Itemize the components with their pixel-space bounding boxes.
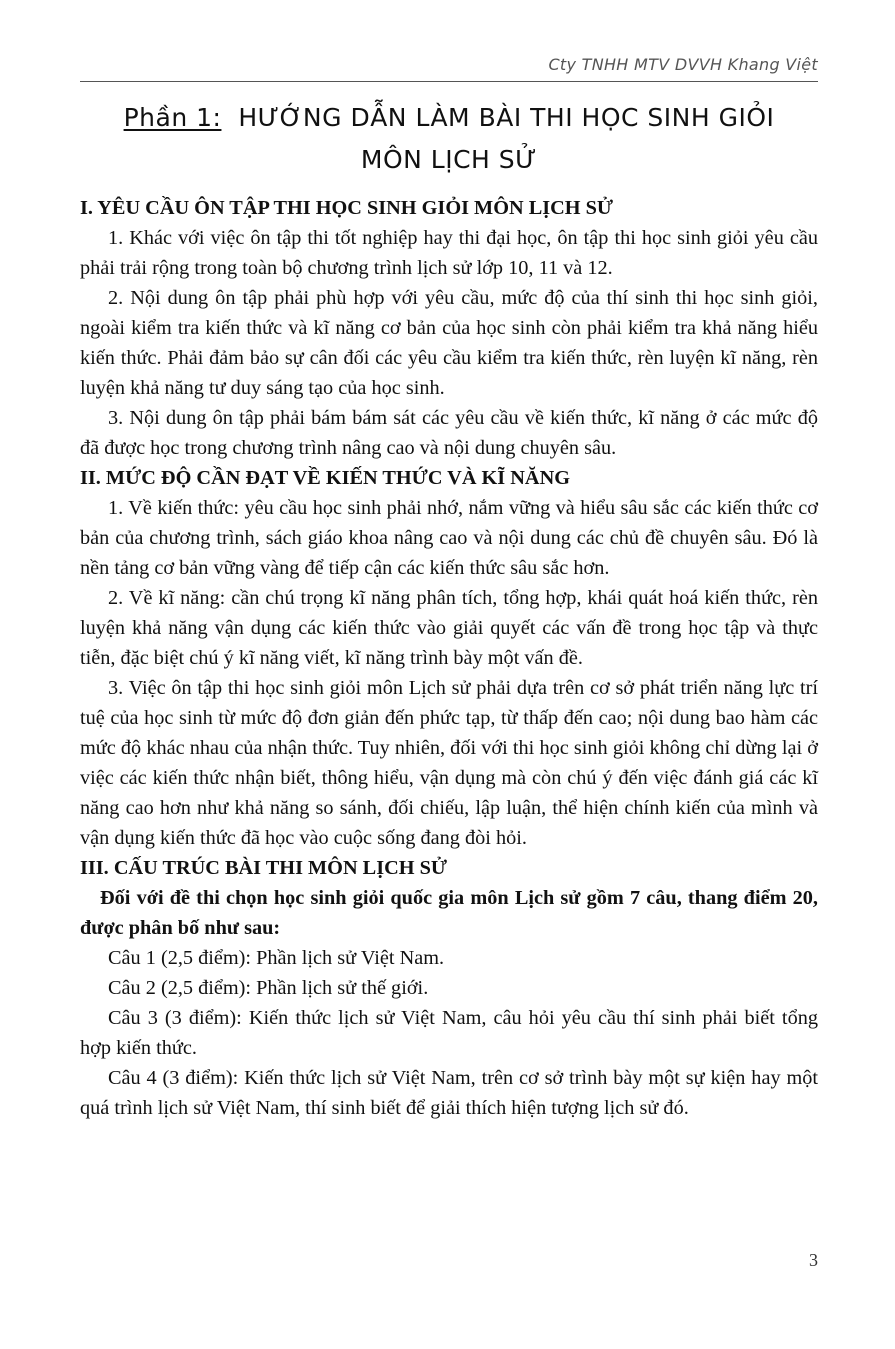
question-item: Câu 3 (3 điểm): Kiến thức lịch sử Việt Nam, câu hỏi yêu cầu thí sinh phải biết tổng hợp kiến thức.	[80, 1007, 818, 1059]
chapter-part-label: Phần 1:	[123, 103, 222, 132]
chapter-title-line-1	[80, 97, 818, 139]
running-header: Cty TNHH MTV DVVH Khang Việt	[548, 55, 818, 74]
section-heading-1: I. YÊU CẦU ÔN TẬP THI HỌC SINH GIỎI MÔN LỊCH SỬ	[80, 197, 614, 219]
paragraph: 1. Khác với việc ôn tập thi tốt nghiệp hay thi đại học, ôn tập thi học sinh giỏi yêu cầu phải trải rộng trong toàn bộ chương trình lịch sử lớp 10, 11 và 12.	[80, 227, 818, 279]
question-item: Câu 1 (2,5 điểm): Phần lịch sử Việt Nam.	[108, 947, 445, 969]
question-item: Câu 4 (3 điểm): Kiến thức lịch sử Việt Nam, trên cơ sở trình bày một sự kiện hay một quá trình lịch sử Việt Nam, thí sinh biết để giải thích hiện tượng lịch sử đó.	[80, 1067, 818, 1119]
paragraph: 1. Về kiến thức: yêu cầu học sinh phải nhớ, nắm vững và hiểu sâu sắc các kiến thức cơ bản của chương trình, sách giáo khoa nâng cao và nội dung các chủ đề chuyên sâu. Đó là nền tảng cơ bản vững vàng để tiếp cận các kiến thức sâu sắc hơn.	[80, 497, 818, 579]
question-item: Câu 2 (2,5 điểm): Phần lịch sử thế giới.	[108, 977, 429, 999]
page-body	[80, 193, 818, 1123]
paragraph: 2. Nội dung ôn tập phải phù hợp với yêu cầu, mức độ của thí sinh thi học sinh giỏi, ngoài kiểm tra kiến thức và kĩ năng cơ bản của học sinh còn phải kiểm tra khả năng hiểu kiến thức. Phải đảm bảo sự cân đối các yêu cầu kiểm tra kiến thức, rèn luyện kĩ năng, rèn luyện khả năng tư duy sáng tạo của học sinh.	[80, 287, 818, 399]
section-heading-2: II. MỨC ĐỘ CẦN ĐẠT VỀ KIẾN THỨC VÀ KĨ NĂNG	[80, 467, 570, 489]
section-heading-3: III. CẤU TRÚC BÀI THI MÔN LỊCH SỬ	[80, 857, 448, 879]
paragraph: 2. Về kĩ năng: cần chú trọng kĩ năng phân tích, tổng hợp, khái quát hoá kiến thức, rèn luyện khả năng vận dụng các kiến thức vào giải quyết các vấn đề trong học tập và thực tiễn, đặc biệt chú ý kĩ năng viết, kĩ năng trình bày một vấn đề.	[80, 587, 818, 669]
header-divider	[80, 81, 818, 82]
chapter-title-text: HƯỚNG DẪN LÀM BÀI THI HỌC SINH GIỎI	[238, 103, 775, 132]
page-number: 3	[809, 1250, 818, 1270]
chapter-title-line-2: MÔN LỊCH SỬ	[360, 145, 538, 174]
structure-intro: Đối với đề thi chọn học sinh giỏi quốc gia môn Lịch sử gồm 7 câu, thang điểm 20, được phân bố như sau:	[80, 887, 818, 939]
paragraph: 3. Việc ôn tập thi học sinh giỏi môn Lịch sử phải dựa trên cơ sở phát triển năng lực trí tuệ của học sinh từ mức độ đơn giản đến phức tạp, từ thấp đến cao; nội dung bao hàm các mức độ khác nhau của nhận thức. Tuy nhiên, đối với thi học sinh giỏi không chỉ dừng lại ở việc các kiến thức nhận biết, thông hiểu, vận dụng mà còn chú ý đến việc đánh giá các kĩ năng cao hơn như khả năng so sánh, đối chiếu, lập luận, thể hiện chính kiến của mình và vận dụng kiến thức đã học vào cuộc sống đang đòi hỏi.	[80, 677, 818, 849]
paragraph: 3. Nội dung ôn tập phải bám bám sát các yêu cầu về kiến thức, kĩ năng ở các mức độ đã được học trong chương trình nâng cao và nội dung chuyên sâu.	[80, 407, 818, 459]
chapter-title	[80, 97, 818, 181]
